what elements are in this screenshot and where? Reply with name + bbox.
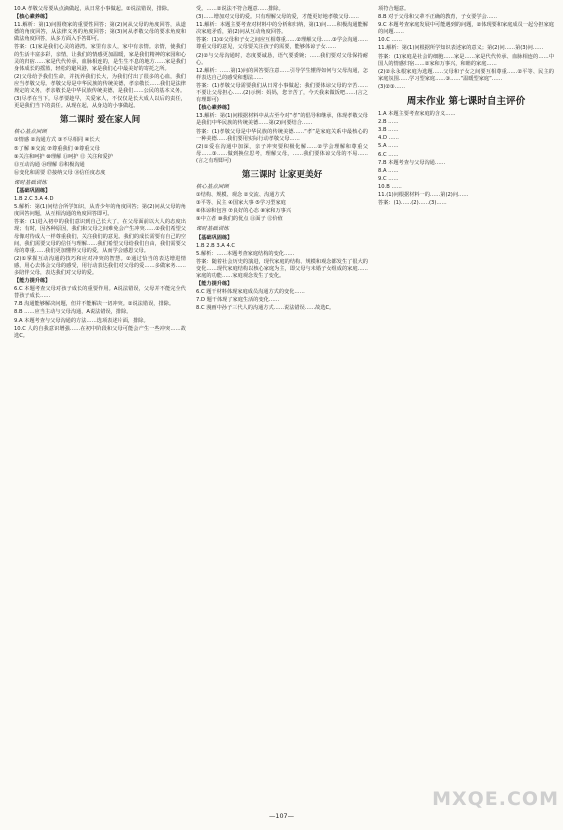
paragraph: 答案：(1)家是我们心灵的港湾。家里有亲人，家中有亲情。亲情，使我们的生活丰富多彩，亲情，让我们的情感更加温暖，家是我们精神的家园和心灵的归宿……家是代代传承，血脉相连的，是生生不息的地方……家是我们身体成长的摇篮，轻松的避风港，家是我们心中最美好的寄托之所。 bbox=[14, 44, 186, 72]
paragraph: 13.解析：第(1)问根据材料中从古至今对“孝”的倡导和继承，体现孝敬父母是我们中华民族的传统美德……第(2)问要结合…… bbox=[196, 113, 368, 127]
review-line: ⑤了解 ⑥交流 ⑦尊重我们 ⑧尊重父母 bbox=[14, 145, 100, 152]
paragraph: 答案：(1)孝敬父母是中华民族的传统美德……“孝”是家庭关系中最核心的一种美德……我们要用实际行动孝敬父母…… bbox=[196, 128, 368, 142]
column-middle bbox=[196, 6, 368, 313]
paragraph: (3)……增加对父母的爱。只有理解父母的爱，才能更好地孝敬父母…… bbox=[196, 14, 359, 21]
paragraph: 6.C …… bbox=[378, 151, 399, 158]
paragraph: 5.A …… bbox=[378, 143, 399, 150]
paragraph: (2)父母给予我们生命，并抚养我们长大，为我们付出了很多的心血，我们应当孝敬父母。孝敬父母是中华民族的传统美德，孝亲敬长……我们是法律规定的义务，孝亲敬长是中华民族传统美德，是我们……公民的基本义务。 bbox=[14, 73, 186, 95]
lesson-title: 第三课时 让家更美好 bbox=[241, 169, 323, 180]
paragraph: 5.解析：……本题考查家庭结构的变化…… bbox=[196, 250, 295, 257]
paragraph: 6.C 本题考查父母对孩子成长的重要作用。A说法错误，父母并不能完全代替孩子成长…… bbox=[14, 286, 186, 300]
paragraph: 11.解析：第(1)问根据所学知识表述家的意义；第(2)问……第(3)问…… bbox=[378, 45, 544, 52]
page-number: —107— bbox=[269, 812, 294, 820]
paragraph: (2)①爱在沟通中加深，亲子冲突要积极化解……②学会理解和尊重父母……③……做到换位思考，理解父母，……我们要体谅父母的不易……(言之有理即可) bbox=[196, 143, 368, 164]
paragraph: 答案：(1)孝敬父母需要我们从日常小事做起；我们要体谅父母的辛苦……不要让父母担心……(2)示例：妈妈，您辛苦了，今天我来做饭吧……(言之有理即可) bbox=[196, 82, 368, 104]
review-line: ①结构、规模、观念 ②交流、沟通方式 bbox=[196, 192, 285, 199]
paragraph: 1.A 本题主要考查家庭的含义…… bbox=[378, 111, 456, 118]
paragraph: 7.B 沟通能够解决问题，但并不能解决一切冲突。②说法错误，排除。 bbox=[14, 301, 175, 308]
weekly-title: 周末作业 第七课时自主评价 bbox=[406, 96, 526, 108]
paragraph: 10.B …… bbox=[378, 183, 402, 190]
paragraph: 11.解析：本题主要考查对材料中的分析和归纳，第(1)问……积极沟通能解决家庭矛盾，第(2)问从互动角度回答。 bbox=[196, 22, 368, 36]
handwritten-label: 课时基础训练 bbox=[14, 179, 47, 186]
handwritten-label: 核心基点回顾 bbox=[196, 183, 229, 190]
lesson-title: 第二课时 爱在家人间 bbox=[59, 115, 141, 126]
paragraph: 8.B ……应当主动与父母沟通，A说法错误，排除。 bbox=[14, 309, 132, 316]
paragraph: 12.解析：……第(1)问的回答要注意……引导学生懂得如何与父母沟通，怎样表达自己的感受和想法…… bbox=[196, 67, 368, 81]
section-heading: 【能力提升练】 bbox=[14, 278, 51, 285]
paragraph: 7.D 题干体现了家庭生活的变化…… bbox=[196, 297, 280, 304]
paragraph: 答案：随着社会历史的演进，现代家庭的结构、规模和观念都发生了很大的变化……现代家庭结构以核心家庭为主，即父母与未婚子女组成的家庭……家庭的功能……家庭观念发生了变化。 bbox=[196, 258, 368, 279]
paragraph: 8.C 漫画中孙子三代人的沟通方式……说法错误……故选C。 bbox=[196, 305, 335, 312]
paragraph: 10.C …… bbox=[378, 37, 402, 44]
section-heading: 【核心素养练】 bbox=[196, 105, 233, 112]
paragraph: 9.C …… bbox=[378, 175, 399, 182]
section-heading: 【基础巩固练】 bbox=[14, 187, 51, 194]
review-line: ⑯变化和需要 ⑰接纳父母 ⑱信任度态度 bbox=[14, 169, 106, 176]
column-left bbox=[14, 6, 186, 341]
paragraph: 5.解析：第(1)问结合所学知识，从青少年的角度回答；第(2)问从父母的角度回答问题，从互相沟通的角度回答即可。 bbox=[14, 204, 186, 218]
review-line: ③平等、民主 ④国家大事 ⑤学习型家庭 bbox=[196, 200, 286, 207]
paragraph: 6.C 题干材料体现家庭成员沟通方式的变化…… bbox=[196, 289, 305, 296]
section-heading: 【能力提升练】 bbox=[196, 281, 233, 288]
paragraph: (2)②永永根家庭为选题……父母和子女之间要互相尊重……②平等、民主的家庭氛围……学习型家庭……③……“温暖型家庭”…… bbox=[378, 68, 554, 82]
review-line: ⑬互动沟通 ⑭理解 ⑮积极沟通 bbox=[14, 161, 85, 168]
paragraph: 8.A …… bbox=[378, 167, 399, 174]
review-line: ①情感 ②沟通方式 ③不尽相同 ④长大 bbox=[14, 137, 100, 144]
review-line: ⑨中立者 ⑩我们的优点 ⑪面子 ⑫价值 bbox=[196, 216, 283, 223]
paragraph: 9.A 本题考查与父母沟通的方法……选项表述片面，排除。 bbox=[14, 317, 149, 324]
handwritten-label: 课时基础训练 bbox=[196, 226, 229, 233]
paragraph: 11.解析：第(1)问围绕家的重要性回答；第(2)问从父母的角度回答，从道德的角度回答，从法律义务的角度回答；第(3)问从孝敬父母的要求角度和做法角度回答，从多方面入手答即可。 bbox=[14, 22, 186, 43]
section-heading: 【核心素养练】 bbox=[14, 14, 51, 21]
paragraph: 答案：(1)①父母和子女之间应互相尊重……②理解父母……③学会沟通……尊重父母的意见，父母要关注孩子的需要，能够体谅子女…… bbox=[196, 37, 368, 51]
review-line: ⑥体谅和包容 ⑦良好的心态 ⑧家和万事兴 bbox=[196, 208, 292, 215]
paragraph: 10.C 人的自我意识增强……在初中阶段和父母可能会产生一些冲突……故选C。 bbox=[14, 325, 186, 339]
paragraph: 项符合题意。 bbox=[378, 6, 410, 12]
paragraph: 11.(1)问根据材料一的……第(2)问…… bbox=[378, 191, 469, 198]
paragraph: 3.B …… bbox=[378, 127, 399, 134]
paragraph: 7.B 本题考查与父母沟通…… bbox=[378, 159, 446, 166]
watermark: MXQE.COM bbox=[432, 788, 559, 810]
paragraph: 2.B …… bbox=[378, 119, 399, 126]
paragraph: (2)①掌握互动沟通的技巧和应对冲突的智慧。②通过恰当的表达增进情感，用心去体会父母的感受，用行动表达我们对父母的爱……多做家务……多陪伴父母，表达我们对父母的爱。 bbox=[14, 255, 186, 276]
paragraph: 答案：(1)进入初中的我们意识到自己长大了，在父母面前以大人的态度出现；有时，因各种原因，我们和父母之间难免会产生冲突……②我们希望父母像对待成人一样尊重我们，关注我们的意见。我们的成长需要有自己的空间，我们需要父母的信任与理解……我们希望父母给我们自由，我们需要父母的尊重……我们更加懂得父母的爱，从而学会感恩父母。 bbox=[14, 219, 186, 254]
paragraph: 答案：(1)家庭是社会的细胞……家是……家是代代传承、血脉相连的……中国人的情感归宿……②家和万事兴，和睦的家庭…… bbox=[378, 53, 554, 67]
paragraph: (3)尽孝在当下。尽孝要趁早，关爱家人，不仅仅是长大成人以后的责任，更是我们当下的责任。从现在起，从身边的小事做起。 bbox=[14, 96, 186, 110]
paragraph: 9.C 本题考查家庭发展中可能遇到的问题，②体现要和家庭成员一起分担家庭的问题…… bbox=[378, 22, 554, 36]
paragraph: 4.D …… bbox=[378, 135, 399, 142]
paragraph: (3)②③…… bbox=[378, 83, 406, 90]
column-right bbox=[378, 6, 554, 208]
paragraph: (2)②与父母沟通时，态度要诚恳，语气要委婉；……我们要对父母保持耐心。 bbox=[196, 52, 368, 66]
review-line: ⑨关注和呵护 ⑩理解 ⑪呵护 ⑫ 关注和爱护 bbox=[14, 153, 113, 160]
paragraph: 10.A 孝敬父母要从点滴做起，从日常小事做起。②说法错误，排除。 bbox=[14, 6, 173, 12]
paragraph: 8.B 对于父母和父辈不正确的教育，子女要学会…… bbox=[378, 14, 498, 21]
paragraph: 1.B 2.C 3.A 4.D bbox=[14, 196, 54, 203]
section-heading: 【基础巩固练】 bbox=[196, 234, 233, 241]
paragraph: 答案：(1)……(2)……(3)…… bbox=[378, 200, 447, 207]
paragraph: 1.B 2.B 3.A 4.C bbox=[196, 242, 236, 249]
handwritten-label: 核心基点回顾 bbox=[14, 129, 47, 136]
paragraph: 受。……②说法不符合题意……排除。 bbox=[196, 6, 284, 12]
